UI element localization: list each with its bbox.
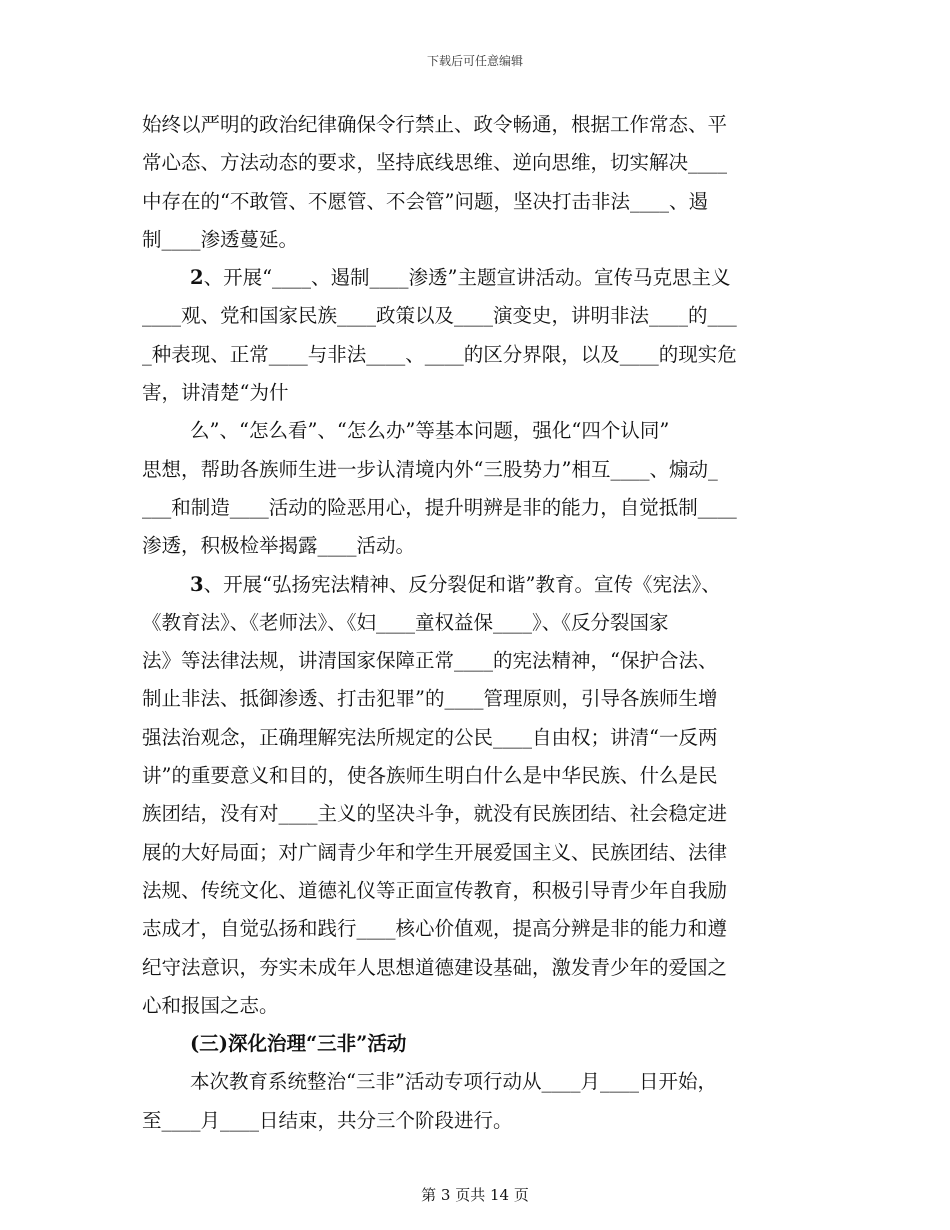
paragraph-line: 思想，帮助各族师生进一步认清境内外“三股势力”相互____、煽动_ (142, 457, 718, 481)
item-text: 、开展“____、遏制____渗透”主题宣讲活动。宣传马克思主义 (203, 266, 731, 290)
paragraph-line: 法规、传统文化、道德礼仪等正面宣传教育，积极引导青少年自我励 (142, 878, 728, 902)
paragraph-line: 本次教育系统整治“三非”活动专项行动从____月____日开始， (190, 1070, 717, 1094)
paragraph-line: ___和制造____活动的险恶用心，提升明辨是非的能力，自觉抵制____ (142, 495, 737, 519)
paragraph-line: 害，讲清楚“为什 (142, 381, 289, 405)
paragraph-line: 么”、“怎么看”、“怎么办”等基本问题，强化“四个认同” (190, 419, 670, 443)
section-heading: (三)深化治理“三非”活动 (190, 1032, 407, 1056)
paragraph-line: 常心态、方法动态的要求，坚持底线思维、逆向思维，切实解决____ (142, 151, 728, 175)
paragraph-line: 志成才，自觉弘扬和践行____核心价值观，提高分辨是非的能力和遵 (142, 917, 728, 941)
document-body (142, 106, 806, 1140)
paragraph-line: _种表现、正常____与非法____、____的区分界限，以及____的现实危 (142, 342, 737, 366)
paragraph-line: 展的大好局面；对广阔青少年和学生开展爱国主义、民族团结、法律 (142, 840, 728, 864)
item-number: 2 (190, 266, 204, 290)
paragraph-line: 始终以严明的政治纪律确保令行禁止、政令畅通，根据工作常态、平 (142, 113, 728, 136)
paragraph-line: 渗透，积极检举揭露____活动。 (142, 534, 416, 558)
paragraph-line: 族团结，没有对____主义的坚决斗争，就没有民族团结、社会稳定进 (142, 802, 728, 826)
paragraph-line: 制止非法、抵御渗透、打击犯罪”的____管理原则，引导各族师生增 (142, 687, 718, 711)
paragraph-line: 至____月____日结束，共分三个阶段进行。 (142, 1108, 513, 1132)
page-footer: 第 3 页共 14 页 (421, 1186, 529, 1204)
paragraph-line-item-3 (142, 566, 806, 604)
paragraph-line-item-2 (142, 259, 806, 297)
paragraph-line: 心和报国之志。 (142, 993, 279, 1017)
paragraph-line: 强法治观念，正确理解宪法所规定的公民____自由权；讲清“一反两 (142, 725, 718, 749)
paragraph-line: ____观、党和国家民族____政策以及____演变史，讲明非法____的___ (142, 304, 737, 328)
paragraph-line: 中存在的“不敢管、不愿管、不会管”问题，坚决打击非法____、遏 (142, 189, 708, 213)
paragraph-line: 讲”的重要意义和目的，使各族师生明白什么是中华民族、什么是民 (142, 764, 718, 788)
paragraph-line: 《教育法》、《老师法》、《妇____童权益保____》、《反分裂国家 (142, 610, 669, 634)
paragraph-line: 法》等法律法规，讲清国家保障正常____的宪法精神，“保护合法、 (142, 649, 718, 673)
paragraph-line: 制____渗透蔓延。 (142, 227, 299, 251)
item-text: 、开展“弘扬宪法精神、反分裂促和谐”教育。宣传《宪法》、 (203, 572, 721, 596)
paragraph-line: 纪守法意识，夯实未成年人思想道德建设基础，激发青少年的爱国之 (142, 955, 728, 979)
page-header: 下载后可任意编辑 (426, 54, 523, 68)
item-number: 3 (190, 572, 204, 596)
